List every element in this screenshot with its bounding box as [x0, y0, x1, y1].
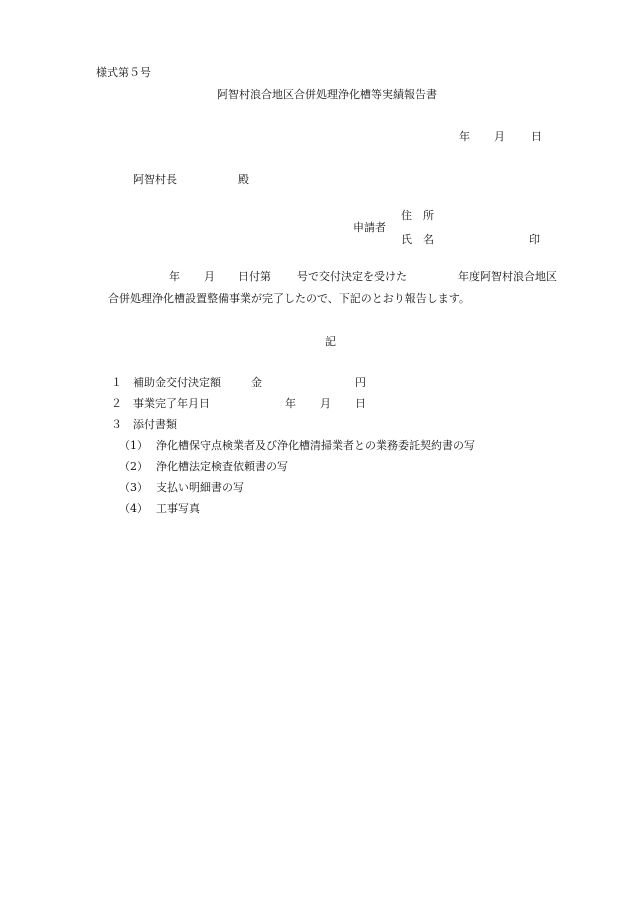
date-day-label: 日	[531, 130, 542, 143]
applicant-label: 申請者	[353, 221, 386, 234]
item-1-kin: 金	[251, 376, 262, 389]
date-year-label: 年	[459, 130, 470, 143]
attachment-2-number: （2）	[119, 460, 148, 473]
seal-mark: 印	[529, 233, 540, 246]
body-year-label: 年	[169, 270, 180, 283]
attachment-2-text: 浄化槽法定検査依頼書の写	[156, 460, 288, 473]
attachment-3-number: （3）	[119, 481, 148, 494]
attachment-4-text: 工事写真	[156, 502, 200, 515]
addressee-name: 阿智村長	[133, 173, 177, 186]
attachment-4-number: （4）	[119, 502, 148, 515]
item-2-day: 日	[355, 397, 366, 410]
body-decision-text: 号で交付決定を受けた	[297, 270, 407, 283]
applicant-name-label: 氏 名	[401, 233, 434, 246]
item-2-month: 月	[320, 397, 331, 410]
body-line-2: 合併処理浄化槽設置整備事業が完了したので、下記のとおり報告します。	[108, 292, 470, 305]
item-2-label: 事業完了年月日	[133, 397, 210, 410]
body-day-ref: 日付第	[238, 270, 271, 283]
item-3-number: ３	[111, 418, 122, 431]
date-month-label: 月	[494, 130, 505, 143]
attachment-3-text: 支払い明細書の写	[156, 481, 244, 494]
document-title: 阿智村浪合地区合併処理浄化槽等実績報告書	[217, 88, 437, 101]
item-3-label: 添付書類	[133, 418, 177, 431]
body-month-label: 月	[204, 270, 215, 283]
addressee-honorific: 殿	[238, 173, 249, 186]
item-1-label: 補助金交付決定額	[133, 376, 221, 389]
item-1-number: １	[111, 376, 122, 389]
item-2-number: ２	[111, 397, 122, 410]
attachment-1-text: 浄化槽保守点検業者及び浄化槽清掃業者との業務委託契約書の写	[156, 439, 475, 452]
body-fiscal-year: 年度阿智村浪合地区	[458, 270, 557, 283]
item-1-yen: 円	[355, 376, 366, 389]
attachment-1-number: （1）	[119, 439, 148, 452]
form-number: 様式第５号	[96, 66, 151, 79]
item-2-year: 年	[285, 397, 296, 410]
applicant-address-label: 住 所	[401, 209, 434, 222]
ki-heading: 記	[325, 335, 336, 348]
